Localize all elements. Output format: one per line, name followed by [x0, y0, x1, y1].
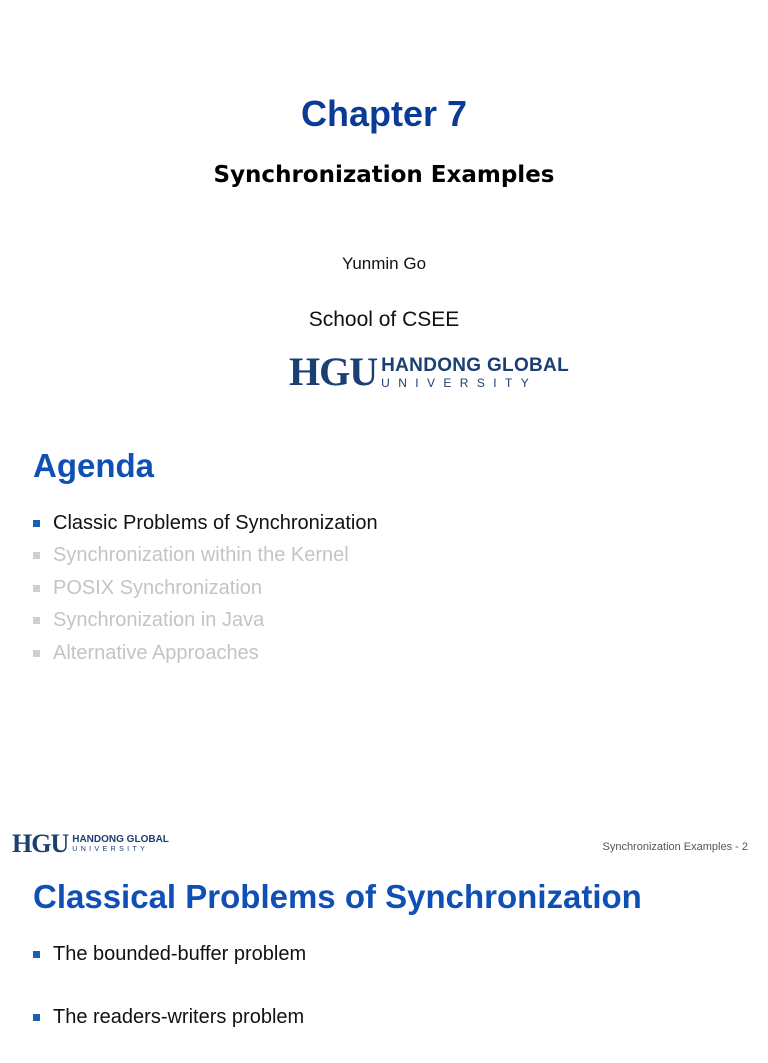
agenda-item-label: Synchronization in Java — [53, 609, 265, 632]
footer-logo-mark: HGU — [12, 829, 69, 858]
square-bullet-icon — [33, 1014, 40, 1021]
slide2-item-label: The bounded-buffer problem — [53, 942, 307, 965]
agenda-item — [33, 540, 378, 573]
university-logo — [289, 349, 569, 394]
footer-logo-line1: HANDONG GLOBAL — [72, 834, 169, 845]
square-bullet-icon — [33, 585, 40, 592]
university-logo-line1: HANDONG GLOBAL — [381, 354, 569, 376]
agenda-item-label: Synchronization within the Kernel — [53, 544, 349, 567]
slide2-bullet-list — [33, 937, 306, 1063]
agenda-list — [33, 507, 378, 670]
slide-number-label: Synchronization Examples - 2 — [602, 841, 748, 853]
agenda-item-label: Classic Problems of Synchronization — [53, 511, 378, 534]
slide2-list-item — [33, 1000, 306, 1034]
university-logo-mark: HGU — [289, 349, 378, 394]
square-bullet-icon — [33, 520, 40, 527]
slide2-list-item — [33, 937, 306, 971]
square-bullet-icon — [33, 552, 40, 559]
author-name: Yunmin Go — [341, 254, 427, 273]
agenda-heading: Agenda — [33, 447, 155, 484]
slide2-item-label: The readers-writers problem — [53, 1005, 305, 1028]
slide2-title: Classical Problems of Synchronization — [33, 878, 642, 915]
chapter-title: Chapter 7 — [300, 93, 468, 134]
agenda-item-label: Alternative Approaches — [53, 641, 259, 664]
agenda-item — [33, 637, 378, 670]
square-bullet-icon — [33, 650, 40, 657]
agenda-item — [33, 572, 378, 605]
agenda-item — [33, 605, 378, 638]
agenda-item — [33, 507, 378, 540]
square-bullet-icon — [33, 951, 40, 958]
chapter-subtitle: Synchronization Examples — [213, 162, 555, 188]
agenda-item-label: POSIX Synchronization — [53, 576, 262, 599]
footer-university-logo — [12, 831, 169, 857]
footer-logo-line2: UNIVERSITY — [72, 846, 149, 853]
school-name: School of CSEE — [308, 308, 460, 331]
square-bullet-icon — [33, 617, 40, 624]
university-logo-line2: UNIVERSITY — [381, 375, 538, 390]
